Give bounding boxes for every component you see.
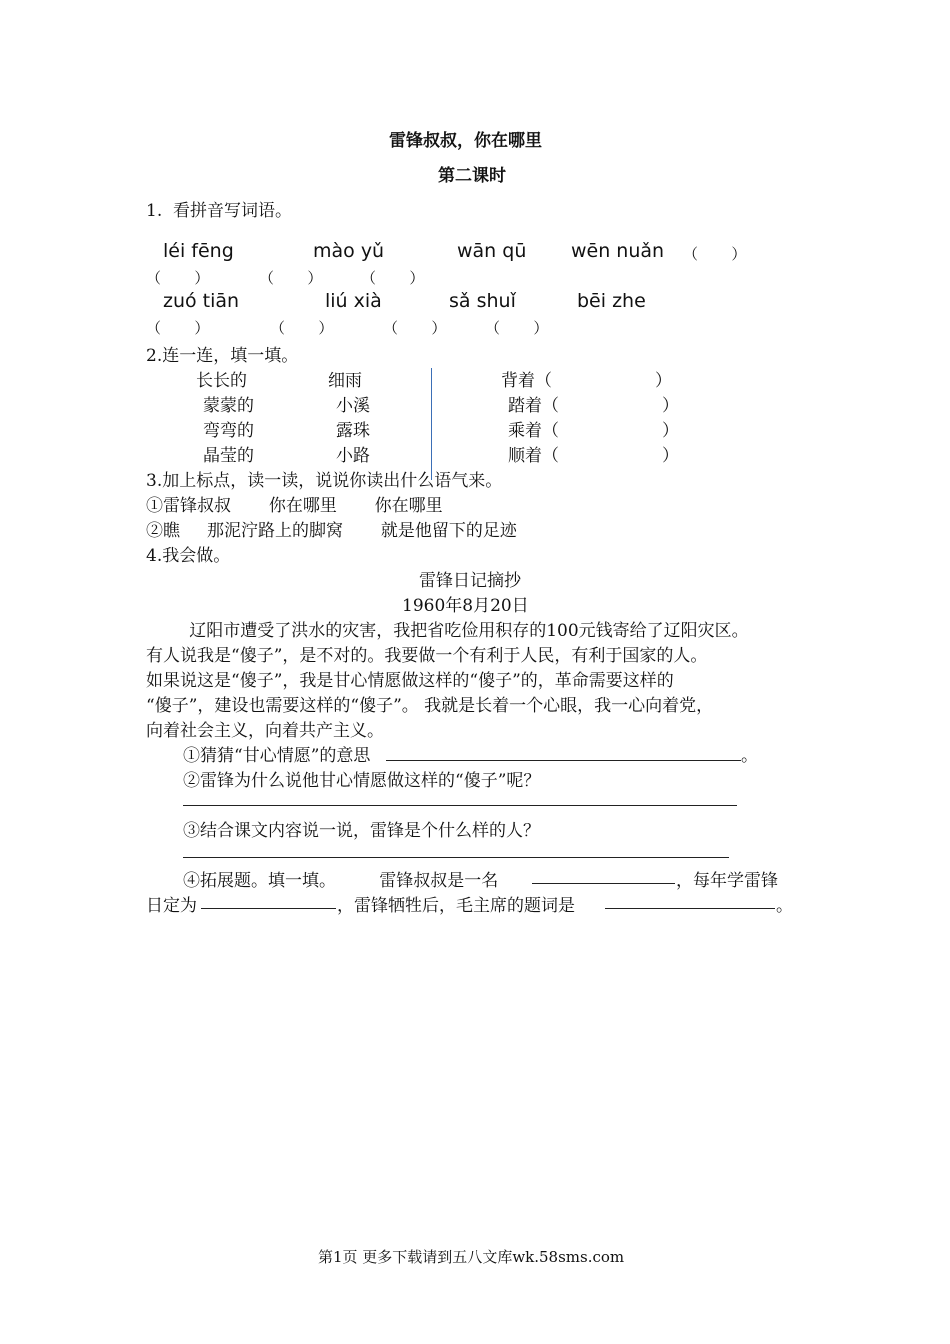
fill-close[interactable]: ）: [655, 371, 672, 391]
pinyin-5: zuó tiān: [163, 290, 240, 312]
diary-line: 如果说这是“傻子”，我是甘心情愿做这样的“傻子”的，革命需要这样的: [146, 671, 674, 691]
sub-question-4: ④拓展题。填一填。 雷锋叔叔是一名: [183, 871, 499, 891]
fill-close[interactable]: ）: [662, 421, 679, 441]
match-middle[interactable]: 小溪: [336, 396, 370, 416]
fill-right: 乘着（: [508, 421, 559, 441]
page-title: 雷锋叔叔，你在哪里: [389, 131, 542, 151]
answer-blank[interactable]: （ ）: [259, 269, 323, 287]
pinyin-6: liú xià: [325, 290, 382, 312]
pinyin-1: léi fēng: [163, 240, 234, 262]
sub-question-4-cont: 日定为: [146, 896, 197, 916]
diary-line: 有人说我是“傻子”，是不对的。我要做一个有利于人民，有利于国家的人。: [146, 646, 708, 666]
match-middle[interactable]: 露珠: [336, 421, 370, 441]
answer-line[interactable]: [532, 883, 675, 884]
answer-blank[interactable]: （ ）: [361, 269, 425, 287]
sub-question-4-cont: ，每年学雷锋: [676, 871, 778, 891]
question-4-label: 4.我会做。: [146, 546, 231, 566]
period: 。: [776, 896, 793, 916]
answer-blank[interactable]: （ ）: [146, 319, 210, 337]
fill-right: 背着（: [501, 371, 552, 391]
answer-line[interactable]: [183, 857, 729, 858]
question-2-label: 2.连一连，填一填。: [146, 346, 299, 366]
match-left[interactable]: 蒙蒙的: [203, 396, 254, 416]
answer-line[interactable]: [183, 805, 737, 806]
sentence-1: ①雷锋叔叔 你在哪里 你在哪里: [146, 496, 443, 516]
divider-line: [431, 368, 432, 480]
fill-close[interactable]: ）: [662, 446, 679, 466]
sub-question-3: ③结合课文内容说一说，雷锋是个什么样的人？: [183, 821, 540, 841]
match-left[interactable]: 晶莹的: [203, 446, 254, 466]
match-left[interactable]: 弯弯的: [203, 421, 254, 441]
sub-question-2: ②雷锋为什么说他甘心情愿做这样的“傻子”呢？: [183, 771, 541, 791]
answer-line[interactable]: [386, 760, 741, 761]
fill-right: 顺着（: [508, 446, 559, 466]
page-subtitle: 第二课时: [438, 166, 506, 186]
sub-question-4-cont: ，雷锋牺牲后，毛主席的题词是: [337, 896, 575, 916]
fill-right: 踏着（: [508, 396, 559, 416]
pinyin-3: wān qū: [457, 240, 527, 262]
match-middle[interactable]: 细雨: [328, 371, 362, 391]
page-footer: 第1页 更多下载请到五八文库wk.58sms.com: [318, 1248, 625, 1266]
match-middle[interactable]: 小路: [336, 446, 370, 466]
sentence-2: ②瞧 那泥泞路上的脚窝 就是他留下的足迹: [146, 521, 517, 541]
diary-line: 向着社会主义，向着共产主义。: [146, 721, 384, 741]
pinyin-7: sǎ shuǐ: [449, 290, 516, 312]
answer-blank[interactable]: （ ）: [683, 245, 747, 263]
diary-line: “傻子”，建设也需要这样的“傻子”。 我就是长着一个心眼，我一心向着党，: [146, 696, 714, 716]
fill-close[interactable]: ）: [662, 396, 679, 416]
diary-title: 雷锋日记摘抄: [419, 571, 521, 591]
answer-blank[interactable]: （ ）: [485, 319, 549, 337]
answer-blank[interactable]: （ ）: [383, 319, 447, 337]
match-left[interactable]: 长长的: [196, 371, 247, 391]
question-3-label: 3.加上标点，读一读，说说你读出什么语气来。: [146, 471, 503, 491]
pinyin-4: wēn nuǎn: [571, 240, 665, 262]
pinyin-2: mào yǔ: [313, 240, 385, 262]
answer-blank[interactable]: （ ）: [270, 319, 334, 337]
period: 。: [741, 746, 758, 766]
question-1-label: 1. 看拼音写词语。: [146, 201, 293, 221]
answer-line[interactable]: [605, 908, 775, 909]
answer-blank[interactable]: （ ）: [146, 269, 210, 287]
diary-line: 辽阳市遭受了洪水的灾害，我把省吃俭用积存的100元钱寄给了辽阳灾区。: [146, 621, 749, 641]
pinyin-8: bēi zhe: [577, 290, 646, 312]
answer-line[interactable]: [201, 908, 336, 909]
diary-date: 1960年8月20日: [402, 596, 529, 616]
sub-question-1: ①猜猜“甘心情愿”的意思: [183, 746, 371, 766]
